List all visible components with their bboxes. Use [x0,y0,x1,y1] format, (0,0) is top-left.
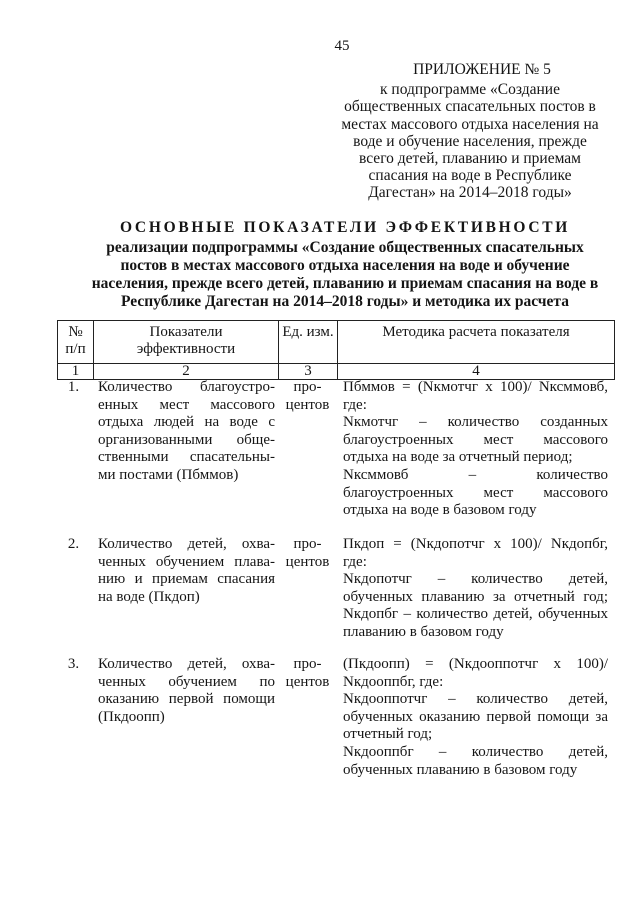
method-line: Nксммовб – количество [343,466,608,483]
header-indicator-line: Показатели [149,324,223,340]
appendix-line: местах массового отдыха населения на [341,115,599,133]
method-line: Nкдооппбг – количество детей, [343,743,608,760]
indicators-table-header [57,320,615,380]
indicator-line: нию и приемам спасания [98,571,275,588]
column-number: 4 [338,364,615,380]
appendix-line: спасания на воде в Республике [368,167,572,185]
appendix-line: всего детей, плаванию и приемам [359,150,581,168]
method-cell [343,656,608,779]
subtitle-line: постов в местах массового отдыха населения на воде и обучение [120,257,570,274]
page-number: 45 [334,38,350,54]
column-number-row [58,364,615,380]
method-cell [343,379,608,520]
appendix-line: к подпрограмме «Создание [380,81,560,99]
indicator-line: на воде (Пкдоп) [98,588,200,605]
indicator-line: Количество детей, охва- [98,656,275,672]
column-number: 1 [58,364,94,380]
indicator-line: (Пкдоопп) [98,708,165,725]
subtitle-line: населения, прежде всего детей, плаванию и приемам спасания на воде в [91,275,599,292]
document-subtitle [70,239,620,311]
method-line: Пбммов = (Nкмотчг х 100)/ Nксммовб, [343,379,608,395]
row-number [57,656,90,674]
method-line: (Пкдоопп) = (Nкдооппотчг х 100)/ [343,656,608,672]
indicator-line: организованными обще- [98,431,275,448]
unit-line: про- [293,656,322,672]
indicator-line: ченных обучением плава- [98,553,275,570]
unit-cell [278,656,337,691]
indicator-line: оказанию первой помощи [98,691,275,708]
appendix-line: общественных спасательных постов в [344,98,596,116]
unit-line: про- [293,379,322,395]
indicator-line: Количество благоустро- [98,379,275,395]
method-line: обученных плаванию за отчетный год; [343,588,608,605]
method-line: отдыха на воде в базовом году [343,502,537,519]
method-line: отчетный год; [343,726,433,743]
method-line: Nкдооппбг, где: [343,673,444,690]
header-indicator-line: эффективности [136,341,236,357]
column-number: 2 [94,364,279,380]
unit-cell [278,379,337,414]
indicator-line: енных мест массового [98,396,275,413]
indicator-line: Количество детей, охва- [98,536,275,552]
column-number: 3 [279,364,338,380]
method-line: благоустроенных мест массового [343,484,608,501]
row-number-text: 1. [67,379,80,395]
indicator-cell [98,379,275,485]
method-line: где: [343,553,367,570]
row-number [57,379,90,397]
header-num-line: № [68,324,83,340]
method-cell [343,536,608,642]
method-line: где: [343,396,367,413]
method-line: Nкдопбг – количество детей, обученных [343,606,608,623]
row-number-text: 3. [67,656,80,672]
indicator-cell [98,536,275,606]
unit-line: центов [285,673,330,690]
subtitle-line: Республике Дагестан на 2014–2018 годы» и методика их расчета [121,293,569,310]
indicator-line: отдыха людей на воде с [98,414,275,431]
unit-cell [278,536,337,571]
row-number-text: 2. [67,536,80,552]
indicator-line: ченных обучением по [98,673,275,690]
method-line: Nкдопотчг – количество детей, [343,571,608,588]
unit-line: центов [285,396,330,413]
header-indicator [94,321,279,364]
unit-line: центов [285,553,330,570]
method-line: отдыха на воде за отчетный период; [343,449,573,466]
method-line: обученных плаванию в базовом году [343,761,578,778]
indicator-line: ственными спасательны- [98,449,275,466]
unit-line: про- [293,536,322,552]
header-method: Методика расчета показателя [338,321,615,364]
row-number [57,536,90,554]
method-line: Пкдоп = (Nкдопотчг х 100)/ Nкдопбг, [343,536,608,552]
indicator-cell [98,656,275,726]
document-title: ОСНОВНЫЕ ПОКАЗАТЕЛИ ЭФФЕКТИВНОСТИ [119,219,571,236]
header-num-line: п/п [65,341,86,357]
appendix-line: Дагестан» на 2014–2018 годы» [368,184,572,202]
header-row [58,321,615,364]
indicator-line: ми постами (Пбммов) [98,466,239,483]
method-line: Nкдооппотчг – количество детей, [343,691,608,708]
appendix-title: ПРИЛОЖЕНИЕ № 5 [413,61,551,78]
method-line: плаванию в базовом году [343,623,504,640]
method-line: благоустроенных мест массового [343,431,608,448]
header-unit: Ед. изм. [279,321,338,364]
subtitle-line: реализации подпрограммы «Создание общественных спасательных [106,239,584,256]
method-line: Nкмотчг – количество созданных [343,414,608,431]
method-line: обученных оказанию первой помощи за [343,708,608,725]
appendix-line: воде и обучение населения, прежде [353,132,587,150]
appendix-block [338,61,602,202]
header-num [58,321,94,364]
